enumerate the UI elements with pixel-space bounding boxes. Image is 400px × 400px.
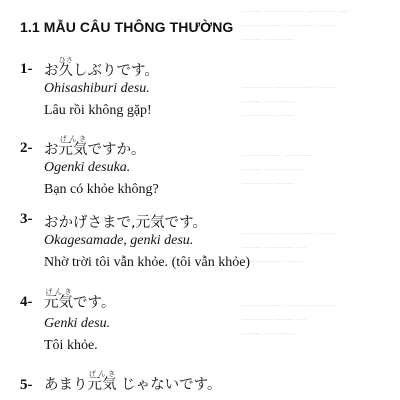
romaji-text: Ohisashiburi desu. (44, 81, 150, 96)
japanese-text (44, 135, 146, 159)
entry-number: 2- (20, 140, 33, 156)
japanese-suffix: です。 (73, 295, 116, 311)
japanese-suffix: ですか。 (87, 142, 146, 158)
japanese-text (44, 288, 115, 312)
japanese-prefix: お (44, 142, 59, 158)
japanese-suffix: じゃないです。 (116, 377, 222, 393)
entry-number: 3- (20, 211, 33, 227)
romaji-text: Genki desu. (44, 316, 111, 331)
japanese-text (44, 370, 221, 394)
vietnamese-translation: Bạn có khỏe không? (44, 182, 159, 197)
entry-number: 4- (20, 294, 33, 310)
japanese-suffix: しぶりです。 (73, 63, 159, 79)
kanji: 久 (58, 63, 73, 79)
japanese-prefix: おかげさまで, (44, 215, 136, 231)
japanese-text (44, 56, 159, 80)
vietnamese-translation: Lâu rồi không gặp! (44, 103, 152, 118)
entry-number: 1- (20, 61, 33, 77)
kanji-with-furigana (44, 288, 73, 311)
kanji: 元気 (58, 142, 88, 158)
romaji-text: Okagesamade, genki desu. (44, 233, 194, 248)
vietnamese-translation: Nhờ trời tôi vẫn khỏe. (tôi vẫn khỏe) (44, 255, 251, 270)
vietnamese-translation: Tôi khỏe. (44, 338, 98, 353)
furigana: ひさ (58, 56, 73, 64)
furigana: げんき (87, 370, 117, 378)
japanese-prefix: あまり (44, 377, 88, 393)
furigana: げんき (58, 135, 88, 143)
kanji: 元気 (135, 215, 165, 231)
kanji-with-furigana (58, 135, 88, 158)
japanese-text (44, 211, 207, 232)
bleed-through-text: ᅳᅳ ᅳᅳᅳᅳ ᅳᅳᅳ ᅳ ᅳᅳᅳᅳ ᅳᅳᅳ ᅳᅳ ᅳᅳ ᅳᅳᅳ ᅳᅳᅳ ᅳᅳᅳᅳ ᅳᅳ ᅳᅳ ᅳᅳᅳ ᅳᅳᅳ ᅳᅳ ᅳᅳᅳᅳ ᅳᅳᅳ ᅳᅳ ᅳᅳᅳᅳ ᅳᅳᅳ ᅳᅳ ᅳᅳᅳ ᅳᅳᅳᅳ ᅳᅳ ᅳᅳ ᅳᅳᅳ ᅳ ᅳᅳᅳᅳ ᅳᅳ ᅳᅳᅳᅳ ᅳᅳ ᅳᅳᅳ ᅳᅳᅳ ᅳᅳ ᅳ ᅳᅳ ᅳᅳᅳ (242, 7, 349, 340)
kanji-with-furigana (58, 56, 74, 79)
section-title: 1.1 MẪU CÂU THÔNG THƯỜNG (20, 19, 234, 35)
furigana: げんき (44, 288, 73, 296)
japanese-suffix: です。 (164, 215, 207, 231)
japanese-prefix: お (44, 63, 59, 79)
kanji: 元気 (44, 295, 73, 311)
romaji-text: Ogenki desuka. (44, 160, 131, 175)
kanji: 元気 (87, 377, 117, 393)
entry-number: 5- (20, 377, 33, 393)
kanji-with-furigana (87, 370, 117, 393)
